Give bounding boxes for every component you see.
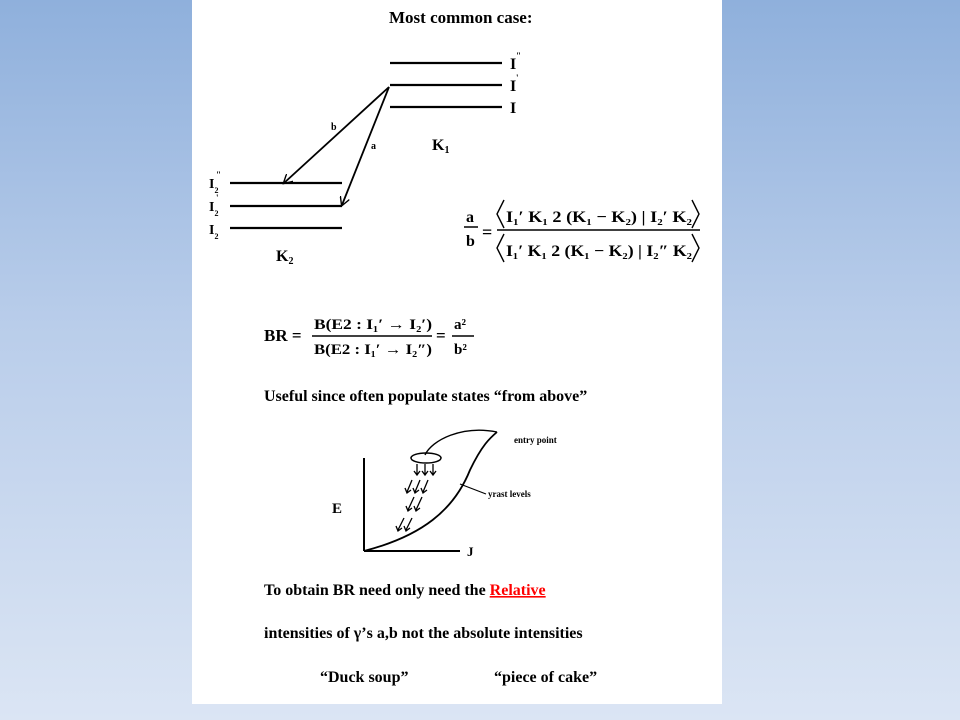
quote-duck-soup: “Duck soup” xyxy=(320,669,409,686)
br-rhs-num: a² xyxy=(454,317,466,333)
br-rhs-den: b² xyxy=(454,342,467,358)
label-upper-ipp: I xyxy=(510,56,517,73)
ratio-denominator: I₁′ K₁ 2 (K₁ − K₂) | I₂″ K₂ xyxy=(506,243,693,260)
ratio-eq: = xyxy=(482,222,493,242)
prime-lower-ip: ' xyxy=(216,193,219,203)
bracket-left-bottom xyxy=(497,234,504,262)
quote-piece-of-cake: “piece of cake” xyxy=(494,669,598,686)
prime-lower-ipp: " xyxy=(216,170,221,180)
ratio-formula xyxy=(464,200,700,262)
ratio-lhs-num: a xyxy=(466,209,474,226)
yrast-levels-label: yrast levels xyxy=(488,489,531,499)
band-label-k1: K1 xyxy=(432,137,450,156)
text-line-2: intensities of γ’s a,b not the absolute intensities xyxy=(264,625,583,642)
label-lower-ipp: $I_2$ xyxy=(209,177,219,195)
br-formula xyxy=(264,317,474,358)
label-lower-i: $I_2$ xyxy=(209,223,219,241)
label-upper-ip: I xyxy=(510,78,517,95)
yrast-graph xyxy=(332,430,557,559)
arrow-label-a: a xyxy=(371,141,376,152)
yrast-curve xyxy=(364,432,497,551)
ratio-numerator: I₁′ K₁ 2 (K₁ − K₂) | I₂′ K₂ xyxy=(506,209,693,226)
transition-arrow-b xyxy=(284,87,389,183)
transition-arrow-a xyxy=(342,87,389,205)
ratio-lhs-den: b xyxy=(466,233,475,250)
bracket-right-top xyxy=(692,200,699,228)
br-eq: = xyxy=(436,326,446,345)
bracket-right-bottom xyxy=(692,234,699,262)
label-lower-ip: $I_2$ xyxy=(209,200,219,218)
slide-title: Most common case: xyxy=(389,8,533,27)
bracket-left-top xyxy=(497,200,504,228)
band-label-k2: K2 xyxy=(276,248,294,267)
arrow-label-b: b xyxy=(331,122,337,133)
br-numerator: B(E2 : I₁′ → I₂′) xyxy=(314,317,432,333)
entry-point-label: entry point xyxy=(514,435,557,445)
br-label: BR = xyxy=(264,326,302,345)
useful-text: Useful since often populate states “from above” xyxy=(264,388,588,405)
label-upper-i: I xyxy=(510,100,517,117)
graph-x-label: J xyxy=(467,544,474,559)
slide-diagram xyxy=(192,0,722,704)
slide-sheet xyxy=(192,0,722,704)
text-line-1: To obtain BR need only need the Relative xyxy=(264,582,546,599)
br-denominator: B(E2 : I₁′ → I₂″) xyxy=(314,342,432,358)
graph-y-label: E xyxy=(332,501,343,517)
relative-highlight: Relative xyxy=(489,582,546,599)
prime-upper-ipp: " xyxy=(516,51,521,61)
yrast-leader xyxy=(460,484,486,494)
prime-upper-ip: ' xyxy=(516,73,519,83)
